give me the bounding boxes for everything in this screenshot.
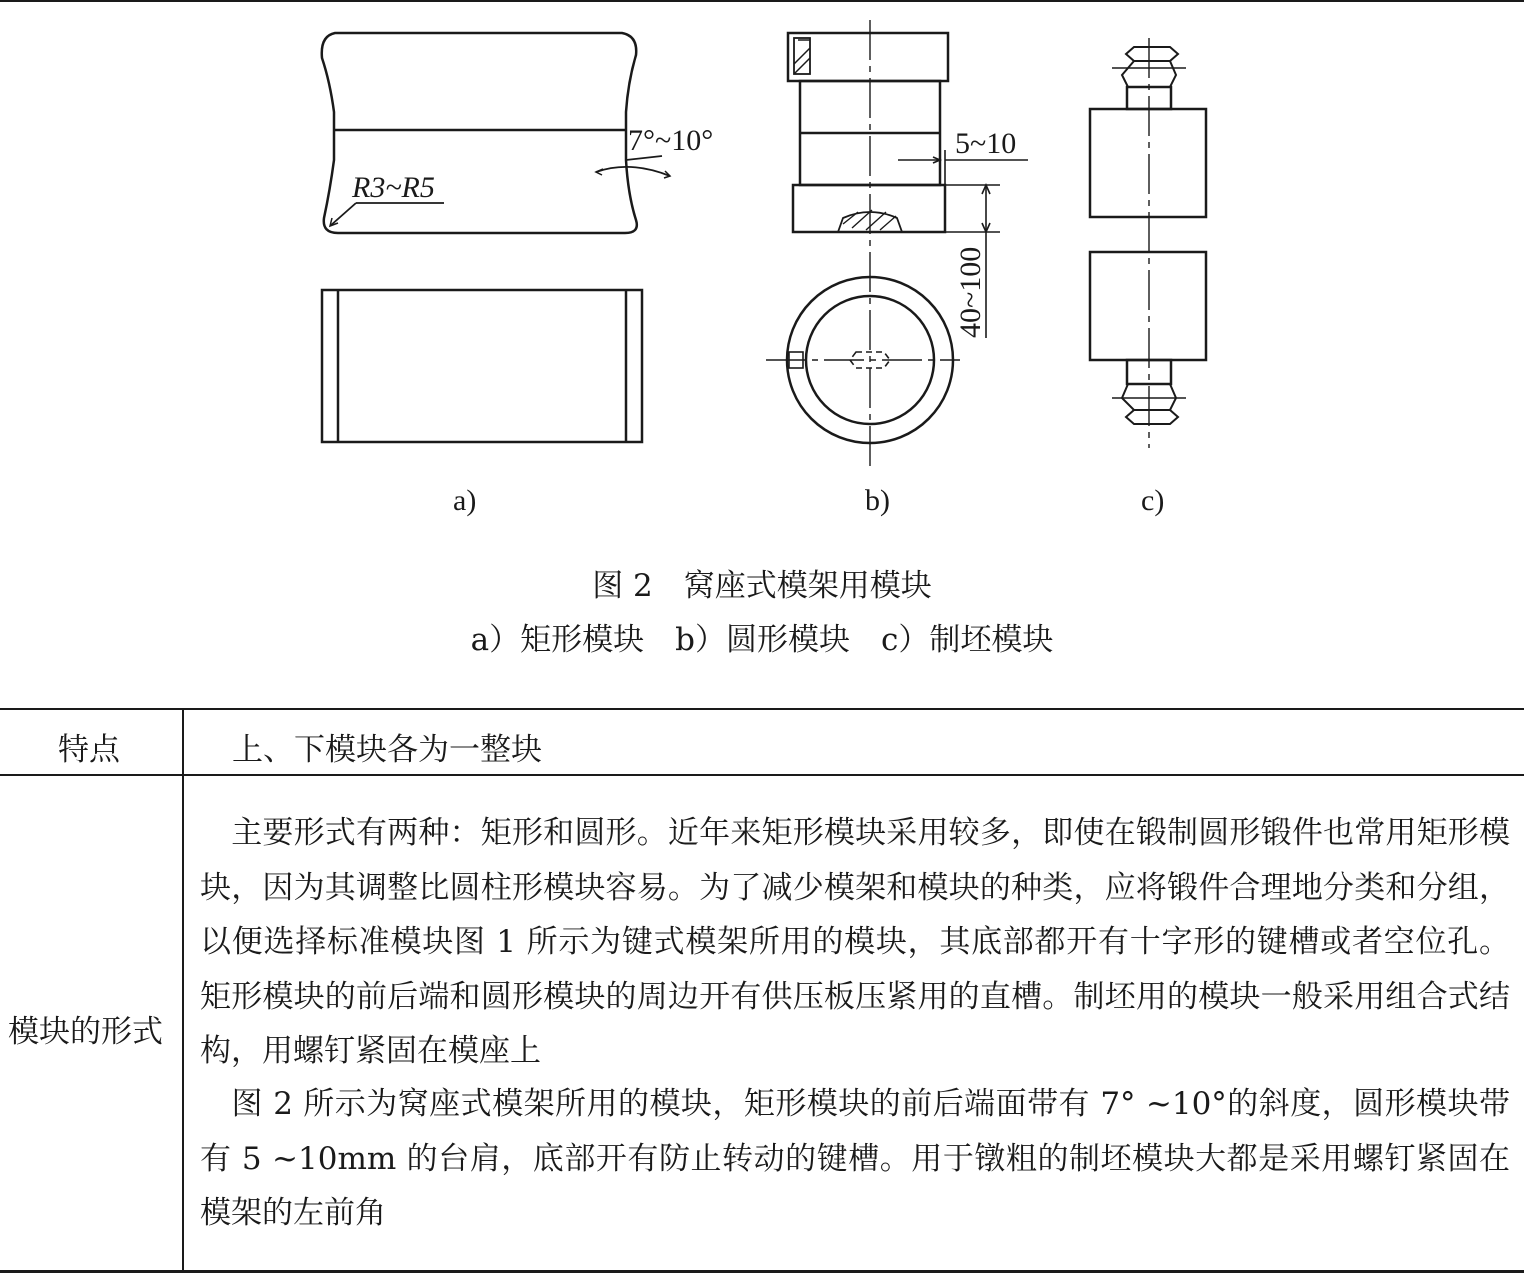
round-block-side-view <box>788 33 948 232</box>
row-divider <box>0 774 1524 776</box>
angle-label: 7°~10° <box>628 124 714 157</box>
row-content-features: 上、下模块各为一整块 <box>232 732 542 768</box>
paragraph-1 <box>200 806 1510 1079</box>
radius-label: R3~R5 <box>352 171 435 204</box>
figure-caption-items: a）矩形模块 b）圆形模块 c）制坯模块 <box>470 622 1054 658</box>
table-top-rule <box>0 708 1524 710</box>
round-block-top-view <box>766 277 960 443</box>
sub-label-c: c) <box>1141 484 1165 517</box>
paragraph-2 <box>200 1077 1510 1241</box>
height-label: 40~100 <box>954 246 987 338</box>
paragraph-2-text: 图 2 所示为窝座式模架所用的模块，矩形模块的前后端面带有 7° ~10°的斜度，圆形模块带有 5 ~10mm 的台肩，底部开有防止转动的键槽。用于镦粗的制坯模块大都是采用螺钉紧固在模架的左前角 <box>200 1086 1510 1231</box>
preform-block-lower <box>1090 252 1206 424</box>
rectangular-block-top-view <box>322 290 642 442</box>
shoulder-label: 5~10 <box>955 127 1017 160</box>
radius-dimension <box>330 171 444 226</box>
preform-block-upper <box>1090 47 1206 217</box>
sub-label-a: a) <box>453 484 477 517</box>
angle-dimension <box>596 124 713 178</box>
column-divider <box>182 708 184 1272</box>
feature-table <box>0 708 1524 1274</box>
paragraph-1-text: 主要形式有两种：矩形和圆形。近年来矩形模块采用较多，即使在锻制圆形锻件也常用矩形模块，因为其调整比圆柱形模块容易。为了减少模架和模块的种类，应将锻件合理地分类和分组，以便选择标准模块图 1 所示为键式模架所用的模块，其底部都开有十字形的键槽或者空位孔。矩形模块的前后端和圆形模块的周边开有供压板压紧用的直槽。制坯用的模块一般采用组合式结构，用螺钉紧固在模座上 <box>200 815 1510 1069</box>
shoulder-dimension <box>898 127 1028 185</box>
sub-label-b: b) <box>865 484 890 517</box>
row-header-form: 模块的形式 <box>8 1014 163 1050</box>
figure-caption-title: 图 2 窝座式模架用模块 <box>592 568 932 604</box>
table-bottom-rule <box>0 1270 1524 1273</box>
height-dimension <box>945 185 1000 338</box>
row-header-features: 特点 <box>58 732 120 768</box>
